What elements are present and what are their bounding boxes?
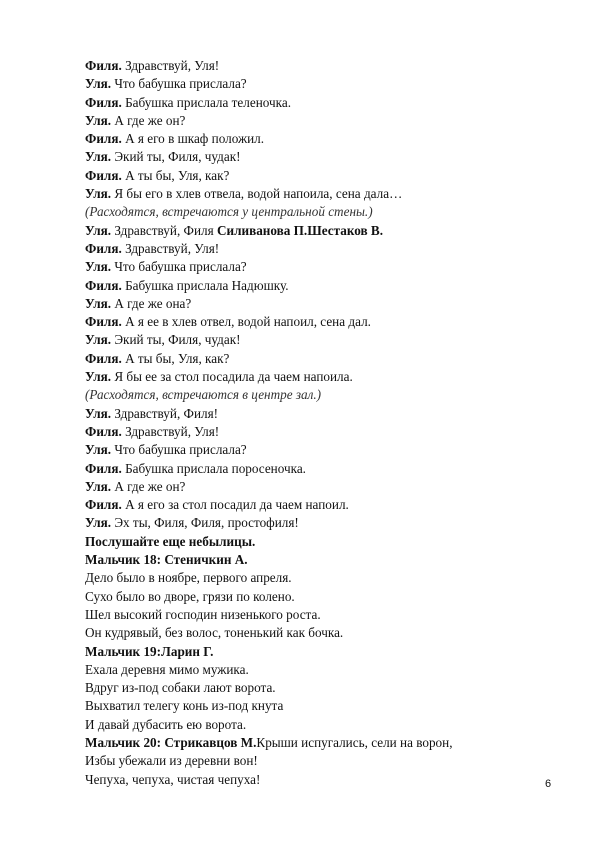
line-text: А я его в шкаф положил.: [121, 131, 265, 147]
speaker-name: Филя.: [85, 131, 122, 147]
dialogue-line: [85, 313, 565, 331]
verse-line: [85, 771, 565, 789]
speaker-name: Уля.: [85, 259, 112, 275]
speaker-name: Уля.: [85, 295, 112, 311]
speaker-name: Уля.: [85, 186, 112, 202]
dialogue-line: [85, 405, 565, 423]
line-text: Шел высокий господин низенького роста.: [85, 606, 321, 622]
page-number: 6: [545, 778, 552, 790]
line-text: Я бы его в хлев отвела, водой напоила, сена дала…: [111, 186, 403, 202]
dialogue-line: [85, 423, 565, 441]
dialogue-line: [85, 130, 565, 148]
verse-line: [85, 752, 565, 770]
line-text: А где же она?: [111, 295, 192, 311]
line-text: Что бабушка прислала?: [111, 259, 247, 275]
dialogue-line: [85, 94, 565, 112]
section-heading: Мальчик 19:Ларин Г.: [85, 643, 214, 659]
speaker-name: Уля.: [85, 332, 112, 348]
speaker-name: Филя.: [85, 423, 122, 439]
dialogue-line: [85, 368, 565, 386]
line-text: Бабушка прислала Надюшку.: [121, 277, 289, 293]
line-text: Экий ты, Филя, чудак!: [111, 149, 241, 165]
line-text: Экий ты, Филя, чудак!: [111, 332, 241, 348]
dialogue-line: [85, 57, 565, 75]
line-text: Эх ты, Филя, Филя, простофиля!: [111, 515, 299, 531]
line-text: И давай дубасить ею ворота.: [85, 716, 247, 732]
speaker-name: Филя.: [85, 314, 122, 330]
speaker-name: Уля.: [85, 369, 112, 385]
dialogue-line: [85, 496, 565, 514]
dialogue-line: [85, 460, 565, 478]
line-text: Здравствуй, Уля!: [121, 58, 220, 73]
line-text: Чепуха, чепуха, чистая чепуха!: [85, 771, 261, 787]
line-text: Я бы ее за стол посадила да чаем напоила.: [111, 369, 353, 385]
dialogue-line: [85, 222, 565, 240]
line-text: А где же он?: [111, 478, 186, 494]
verse-line: [85, 661, 565, 679]
dialogue-line: [85, 514, 565, 532]
speaker-name: Уля.: [85, 478, 112, 494]
dialogue-line: [85, 148, 565, 166]
dialogue-line: [85, 734, 565, 752]
speaker-name: Уля.: [85, 112, 112, 128]
section-heading: Мальчик 18: Стеничкин А.: [85, 552, 248, 568]
speaker-name: Филя.: [85, 167, 122, 183]
line-text: А я его за стол посадил да чаем напоил.: [121, 497, 349, 513]
dialogue-line: [85, 350, 565, 368]
stage-direction: (Расходятся, встречаются в центре зал.): [85, 387, 322, 403]
line-text: Бабушка прислала поросеночка.: [121, 460, 306, 476]
dialogue-line: [85, 295, 565, 313]
verse-line: [85, 697, 565, 715]
line-text: Что бабушка прислала?: [111, 442, 247, 458]
line-text: Выхватил телегу конь из-под кнута: [85, 698, 284, 714]
stage-direction: (Расходятся, встречаются у центральной стены.): [85, 204, 373, 220]
script-text: [85, 57, 565, 789]
line-text: Здравствуй, Уля!: [121, 240, 220, 256]
line-text: Здравствуй, Филя!: [111, 405, 219, 421]
dialogue-line: [85, 75, 565, 93]
speaker-name: Мальчик 20: Стрикавцов М.: [85, 734, 257, 750]
speaker-name: Филя.: [85, 94, 122, 110]
dialogue-line: [85, 258, 565, 276]
line-text: Что бабушка прислала?: [111, 76, 247, 92]
verse-line: [85, 606, 565, 624]
line-text: Здравствуй, Филя: [111, 222, 217, 238]
speaker-name: Филя.: [85, 277, 122, 293]
line-text: Крыши испугались, сели на ворон,: [256, 734, 453, 750]
speaker-name: Филя.: [85, 240, 122, 256]
speaker-name: Уля.: [85, 442, 112, 458]
dialogue-line: [85, 277, 565, 295]
dialogue-line: [85, 167, 565, 185]
speaker-name: Уля.: [85, 149, 112, 165]
speaker-name: Филя.: [85, 497, 122, 513]
speaker-name: Филя.: [85, 350, 122, 366]
speaker-name: Уля.: [85, 515, 112, 531]
verse-line: [85, 569, 565, 587]
dialogue-line: [85, 478, 565, 496]
speaker-name: Уля.: [85, 76, 112, 92]
line-text: Дело было в ноябре, первого апреля.: [85, 570, 292, 586]
verse-line: [85, 624, 565, 642]
speaker-name: Уля.: [85, 222, 112, 238]
dialogue-line: [85, 240, 565, 258]
line-text: Здравствуй, Уля!: [121, 423, 220, 439]
line-text: Ехала деревня мимо мужика.: [85, 661, 249, 677]
verse-line: [85, 679, 565, 697]
line-text: Вдруг из-под собаки лают ворота.: [85, 680, 276, 696]
verse-line: [85, 716, 565, 734]
speaker-name: Филя.: [85, 460, 122, 476]
line-text: Бабушка прислала теленочка.: [121, 94, 291, 110]
line-text: А ты бы, Уля, как?: [121, 167, 230, 183]
dialogue-line: [85, 185, 565, 203]
dialogue-line: [85, 331, 565, 349]
dialogue-line: [85, 441, 565, 459]
performer-names: Силиванова П.Шестаков В.: [216, 222, 384, 238]
line-text: Сухо было во дворе, грязи по колено.: [85, 588, 295, 604]
line-text: А где же он?: [111, 112, 186, 128]
dialogue-line: [85, 112, 565, 130]
line-text: Он кудрявый, без волос, тоненький как бочка.: [85, 625, 344, 641]
line-text: Избы убежали из деревни вон!: [85, 753, 258, 769]
section-heading: Послушайте еще небылицы.: [85, 533, 256, 549]
speaker-name: Филя.: [85, 58, 122, 73]
verse-line: [85, 588, 565, 606]
line-text: А я ее в хлев отвел, водой напоил, сена дал.: [121, 314, 371, 330]
speaker-name: Уля.: [85, 405, 112, 421]
line-text: А ты бы, Уля, как?: [121, 350, 230, 366]
